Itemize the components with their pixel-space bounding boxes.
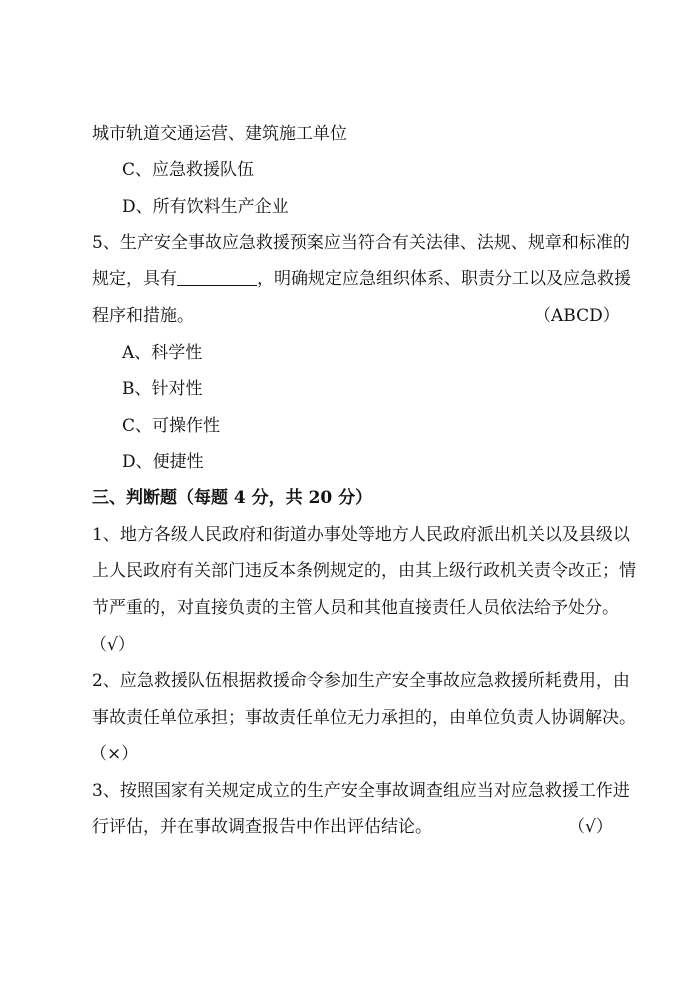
judgment-2-line-2: 事故责任单位承担；事故责任单位无力承担的，由单位负责人协调解决。 <box>92 708 636 728</box>
fill-blank <box>177 269 257 286</box>
section-heading-judgment: 三、判断题（每题 4 分，共 20 分） <box>92 488 373 508</box>
judgment-1-line-1: 1、地方各级人民政府和街道办事处等地方人民政府派出机关以及县级以 <box>92 525 630 545</box>
judgment-1-answer: （√） <box>90 635 135 655</box>
judgment-3-line-2: 行评估，并在事故调查报告中作出评估结论。 <box>92 817 432 837</box>
judgment-2-answer: （×） <box>90 744 139 764</box>
question-5-text-pre: 规定，具有 <box>92 269 177 289</box>
question-5-line-2 <box>92 268 631 290</box>
option-b: B、针对性 <box>122 379 203 399</box>
question-5-text-post: ，明确规定应急组织体系、职责分工以及应急救援 <box>257 269 631 289</box>
option-c-rescue-teams: C、应急救援队伍 <box>122 160 255 180</box>
judgment-3-answer: （√） <box>568 817 613 837</box>
option-c: C、可操作性 <box>122 416 221 436</box>
judgment-3-line-1: 3、按照国家有关规定成立的生产安全事故调查组应当对应急救援工作进 <box>92 781 630 801</box>
option-d-beverage: D、所有饮料生产企业 <box>122 197 289 217</box>
option-a: A、科学性 <box>122 343 203 363</box>
text-line-units: 城市轨道交通运营、建筑施工单位 <box>92 124 347 144</box>
judgment-1-line-3: 节严重的，对直接负责的主管人员和其他直接责任人员依法给予处分。 <box>92 598 619 618</box>
option-d: D、便捷性 <box>122 452 204 472</box>
question-5-line-3: 程序和措施。 <box>92 306 194 326</box>
judgment-2-line-1: 2、应急救援队伍根据救援命令参加生产安全事故应急救援所耗费用，由 <box>92 671 630 691</box>
question-5-answer: （ABCD） <box>534 306 620 326</box>
judgment-1-line-2: 上人民政府有关部门违反本条例规定的，由其上级行政机关责令改正；情 <box>92 561 636 581</box>
question-5-line-1: 5、生产安全事故应急救援预案应当符合有关法律、法规、规章和标准的 <box>92 233 630 253</box>
